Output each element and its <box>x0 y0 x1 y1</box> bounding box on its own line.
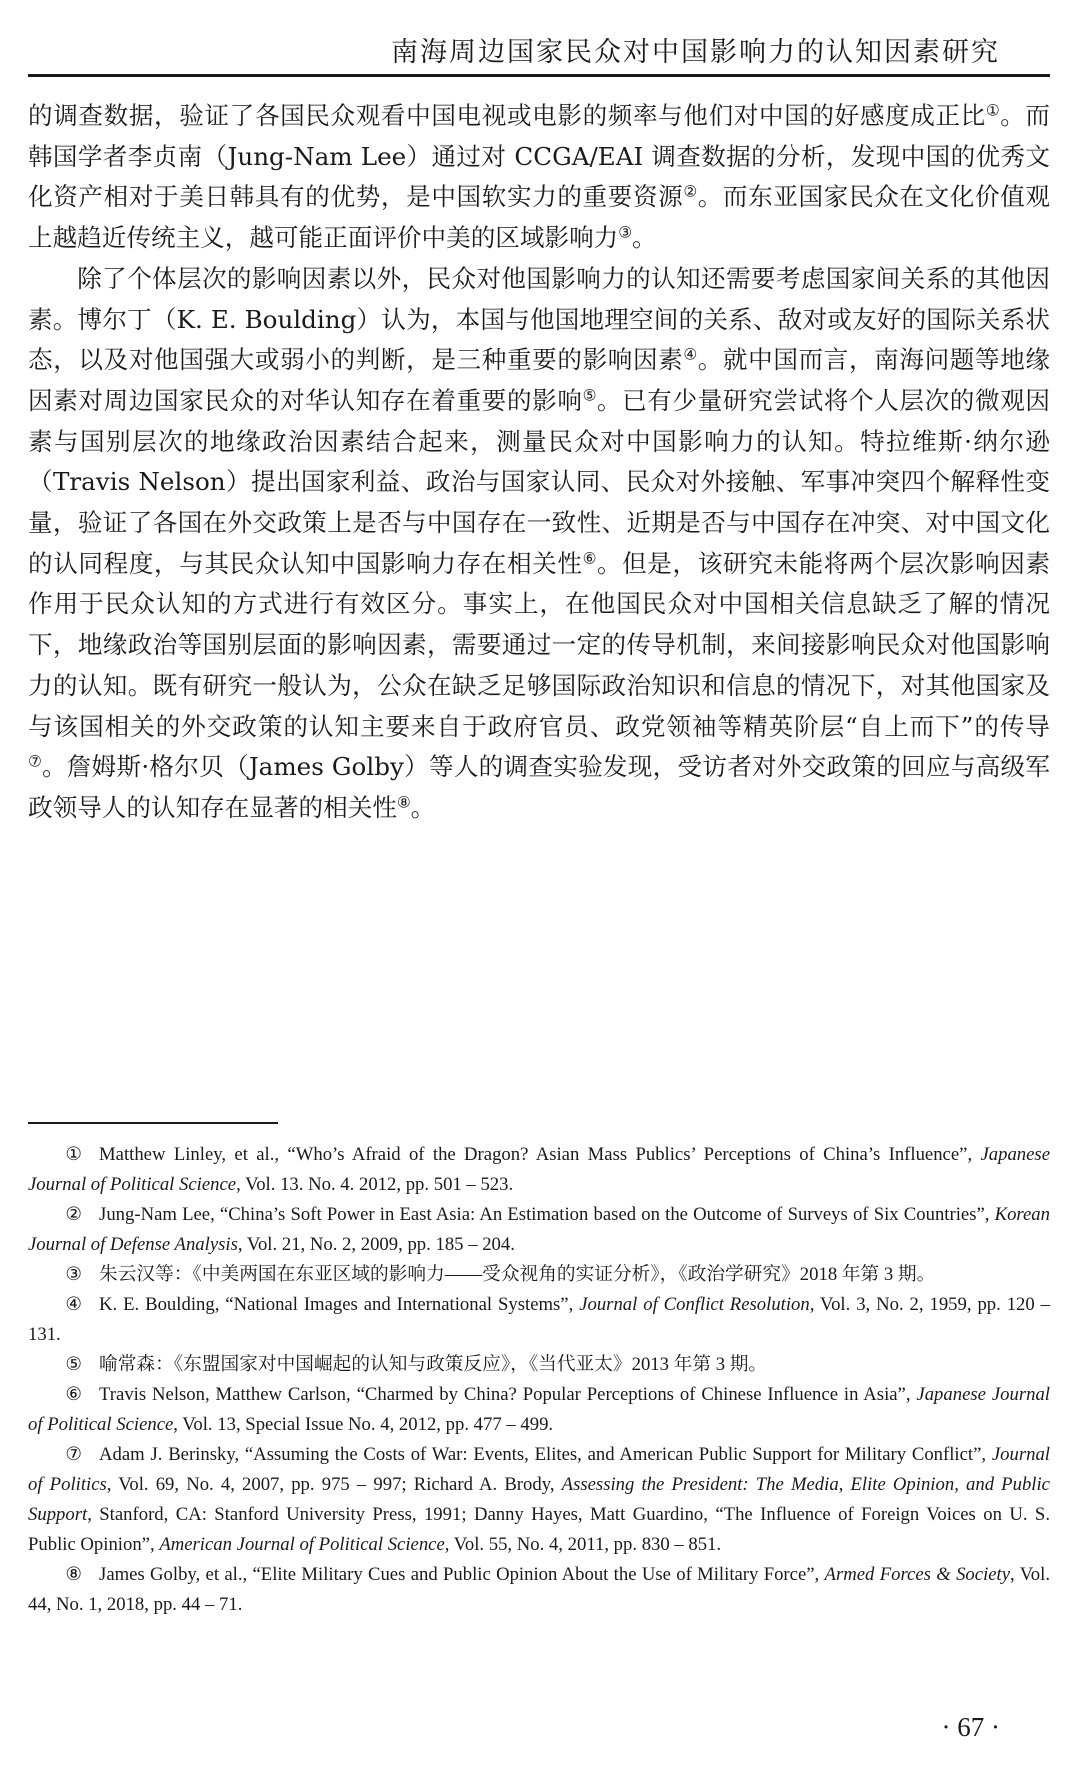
footnote-marker: ② <box>65 1204 83 1225</box>
footnote-text: James Golby, et al., “Elite Military Cues and Public Opinion About the Use of Military Force”, <box>99 1564 825 1585</box>
body-text-run: 。 <box>631 223 657 253</box>
body-text-run: 。就中国而言，南海问题等地缘因素对周边国家民众的对华认知存在着重要的影响 <box>28 345 1050 415</box>
footnote-text: , Stanford, CA: Stanford University Press, 1991; Danny Hayes, Matt Guardino, “The Influence of Foreign Voices on U. S. Public Opinion”, <box>28 1504 1050 1555</box>
body-text-run: 。 <box>410 792 436 822</box>
footnote-text: , Vol. 21, No. 2, 2009, pp. 185 – 204. <box>237 1234 515 1255</box>
footnote-text: , Vol. 44, No. 1, 2018, pp. 44 – 71. <box>28 1564 1051 1615</box>
footnote-marker: ⑥ <box>65 1384 83 1405</box>
footnote-ref: ② <box>683 183 698 202</box>
footnote-text: , Vol. 13. No. 4. 2012, pp. 501 – 523. <box>236 1174 514 1195</box>
footnote-text: K. E. Boulding, “National Images and International Systems”, <box>99 1294 580 1315</box>
footnote-ref: ⑧ <box>396 793 411 812</box>
footnote <box>28 1350 1050 1380</box>
footnote-source-title: Japanese Journal of Political Science <box>28 1144 1050 1195</box>
footnote-source-title: Assessing the President: The Media, Elite Opinion, and Public Support <box>28 1474 1050 1525</box>
body-paragraph <box>28 96 1050 259</box>
footnote-text: Matthew Linley, et al., “Who’s Afraid of the Dragon? Asian Mass Publics’ Perceptions of China’s Influence”, <box>99 1144 981 1165</box>
body-text-run: 除了个体层次的影响因素以外，民众对他国影响力的认知还需要考虑国家间关系的其他因素。博尔丁（K. E. Boulding）认为，本国与他国地理空间的关系、敌对或友好的国际关系状态，以及对他国强大或弱小的判断，是三种重要的影响因素 <box>28 263 1050 375</box>
footnote-source-title: Journal of Conflict Resolution <box>579 1294 810 1315</box>
footnote-text: 朱云汉等：《中美两国在东亚区域的影响力——受众视角的实证分析》，《政治学研究》2018 年第 3 期。 <box>99 1264 936 1285</box>
footnote-text: , Vol. 3, No. 2, 1959, pp. 120 – 131. <box>28 1294 1051 1345</box>
footnote-ref: ① <box>985 101 1001 120</box>
footnote-ref: ⑤ <box>582 386 597 405</box>
footnote-separator <box>28 1122 278 1124</box>
footnote-source-title: Korean Journal of Defense Analysis <box>28 1204 1050 1255</box>
footnote-source-title: Journal of Politics <box>28 1444 1050 1495</box>
body-text <box>28 96 1050 829</box>
footnote-marker: ⑧ <box>65 1564 83 1585</box>
footnote <box>28 1560 1050 1620</box>
body-text-run: 的调查数据，验证了各国民众观看中国电视或电影的频率与他们对中国的好感度成正比 <box>28 101 986 130</box>
header-rule <box>28 74 1050 77</box>
body-text-run: 。而韩国学者李贞南（Jung-Nam Lee）通过对 CCGA/EAI 调查数据的分析，发现中国的优秀文化资产相对于美日韩具有的优势，是中国软实力的重要资源 <box>28 101 1050 212</box>
footnote-text: , Vol. 69, No. 4, 2007, pp. 975 – 997; Richard A. Brody, <box>106 1474 562 1495</box>
footnote-ref: ⑦ <box>28 752 42 771</box>
footnote-marker: ⑦ <box>65 1444 83 1465</box>
footnote <box>28 1260 1050 1290</box>
footnote-text: 喻常森：《东盟国家对中国崛起的认知与政策反应》，《当代亚太》2013 年第 3 期。 <box>99 1354 768 1375</box>
footnote-ref: ③ <box>618 223 632 242</box>
footnote <box>28 1380 1050 1440</box>
footnote-text: , Vol. 13, Special Issue No. 4, 2012, pp. 477 – 499. <box>173 1414 554 1435</box>
footnote-source-title: Japanese Journal of Political Science <box>28 1384 1050 1435</box>
body-text-run: 。而东亚国家民众在文化价值观上越趋近传统主义，越可能正面评价中美的区域影响力 <box>28 182 1050 253</box>
footnote-marker: ③ <box>65 1264 83 1285</box>
body-text-run: 。但是，该研究未能将两个层次影响因素作用于民众认知的方式进行有效区分。事实上，在他国民众对中国相关信息缺乏了解的情况下，地缘政治等国别层面的影响因素，需要通过一定的传导机制，来间接影响民众对他国影响力的认知。既有研究一般认为，公众在缺乏足够国际政治知识和信息的情况下，对其他国家及与该国相关的外交政策的认知主要来自于政府官员、政党领袖等精英阶层“自上而下”的传导 <box>28 548 1050 741</box>
running-head-title: 南海周边国家民众对中国影响力的认知因素研究 <box>391 37 1000 68</box>
footnotes <box>28 1140 1050 1620</box>
body-paragraph <box>28 259 1050 829</box>
footnote-marker: ④ <box>65 1294 83 1315</box>
body-text-run: 。已有少量研究尝试将个人层次的微观因素与国别层次的地缘政治因素结合起来，测量民众对中国影响力的认知。特拉维斯·纳尔逊（Travis Nelson）提出国家利益、政治与国家认同、民众对外接触、军事冲突四个解释性变量，验证了各国在外交政策上是否与中国存在一致性、近期是否与中国存在冲突、对中国文化的认同程度，与其民众认知中国影响力存在相关性 <box>28 385 1050 578</box>
footnote-marker: ⑤ <box>65 1354 83 1375</box>
footnote-text: Travis Nelson, Matthew Carlson, “Charmed by China? Popular Perceptions of Chinese Influence in Asia”, <box>99 1384 917 1405</box>
footnote-source-title: Armed Forces & Society <box>824 1564 1011 1585</box>
footnote <box>28 1440 1050 1560</box>
footnote <box>28 1200 1050 1260</box>
footnote <box>28 1290 1050 1350</box>
footnote-text: , Vol. 55, No. 4, 2011, pp. 830 – 851. <box>444 1534 722 1555</box>
footnote-text: Jung-Nam Lee, “China’s Soft Power in East Asia: An Estimation based on the Outcome of Surveys of Six Countries”, <box>99 1204 995 1225</box>
footnote-ref: ⑥ <box>582 549 597 568</box>
footnote-source-title: American Journal of Political Science <box>159 1534 445 1555</box>
footnote-marker: ① <box>65 1144 83 1165</box>
page-number: · 67 · <box>941 1712 1000 1742</box>
footnote <box>28 1140 1050 1200</box>
footnote-ref: ④ <box>683 345 698 364</box>
body-text-run: 。詹姆斯·格尔贝（James Golby）等人的调查实验发现，受访者对外交政策的回应与高级军政领导人的认知存在显著的相关性 <box>28 752 1050 822</box>
footnote-text: Adam J. Berinsky, “Assuming the Costs of War: Events, Elites, and American Public Support for Military Conflict”, <box>99 1444 992 1465</box>
